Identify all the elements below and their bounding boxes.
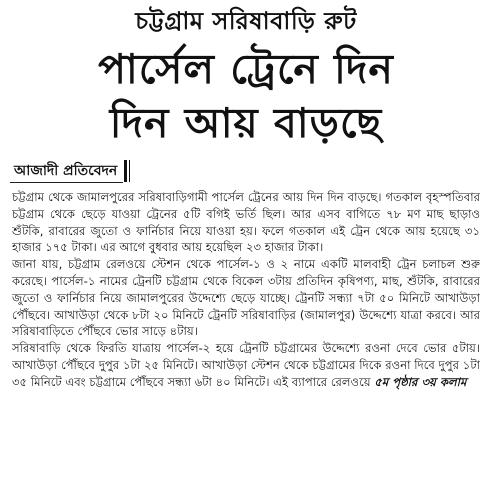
byline-rule-thin: [129, 160, 130, 182]
byline-block: [10, 159, 130, 183]
article-paragraph-1: চট্টগ্রাম থেকে জামালপুরের সরিষাবাড়িগামী পার্সেল ট্রেনের আয় দিন দিন বাড়ছে। গতকাল বৃহস্পতিবার চট্টগ্রাম থেকে ছেড়ে যাওয়া ট্রেনের ৫টি বগিই ভর্তি ছিল। আর এসব বাগিতে ৭৮ মণ মাছ ছাড়াও শুঁটকি, রাবারের জুতো ও ফার্নিচার নিয়ে যাওয়া হয়। ফলে গতকাল এই ট্রেন থেকে আয় হয়েছে ৩১ হাজার ১৭৫ টাকা। এর আগে বুধবার আয় হয়েছিল ২৩ হাজার টাকা।: [12, 190, 480, 255]
article-body: [12, 189, 480, 474]
continuation-jump: ৫ম পৃষ্ঠার ৩য় কলাম: [374, 374, 467, 389]
article-paragraph-3-text: সরিষাবাড়ি থেকে ফিরতি যাত্রায় পার্সেল-২ হয়ে ট্রেনটি চট্টগ্রামের উদ্দেশ্যে রওনা দেবে ভোর ৫টায়। আখাউড়া পৌঁছবে দুপুর ১টা ২৫ মিনিটে। আখাউড়া স্টেশন থেকে চট্টগ্রামের দিকে রওনা দিবে দুপুর ১টা ৩৫ মিনিটে এবং চট্টগ্রামে পৌঁছবে সন্ধ্যা ৬টা ৪০ মিনিটে। এই ব্যাপারে রেলওয়ে: [12, 341, 480, 389]
main-headline-line-1: পার্সেল ট্রেনে দিন: [98, 45, 394, 93]
main-headline-line-2: দিন আয় বাড়ছে: [109, 99, 383, 147]
article-paragraph-2: জানা যায়, চট্টগ্রাম রেলওয়ে স্টেশন থেকে পার্সেল-১ ও ২ নামে একটি মালবাহী ট্রেন চলাচল শুরু করেছে। পার্সেল-১ নামের ট্রেনটি চট্টগ্রাম থেকে বিকেল ৩টায় প্রতিদিন কৃষিপণ্য, মাছ, শুঁটকি, রাবারের জুতো ও ফার্নিচার নিয়ে জামালপুরের উদ্দেশ্যে ছেড়ে যাচ্ছে। ট্রেনটি সন্ধ্যা ৭টা ৫০ মিনিটে আখাউড়া পৌঁছবে। আখাউড়া থেকে ৮টা ২০ মিনিটে ট্রেনটি সরিষাবাড়ির (জামালপুর) উদ্দেশ্যে যাত্রা করবে। আর সরিষাবাড়িতে পৌঁছবে ভোর সাড়ে ৪টায়।: [12, 257, 480, 339]
kicker-headline: চট্টগ্রাম সরিষাবাড়ি রুট: [135, 7, 357, 35]
byline: আজাদী প্রতিবেদন: [10, 160, 123, 183]
byline-rule-thick: [124, 160, 127, 182]
article-paragraph-3: [12, 340, 480, 390]
